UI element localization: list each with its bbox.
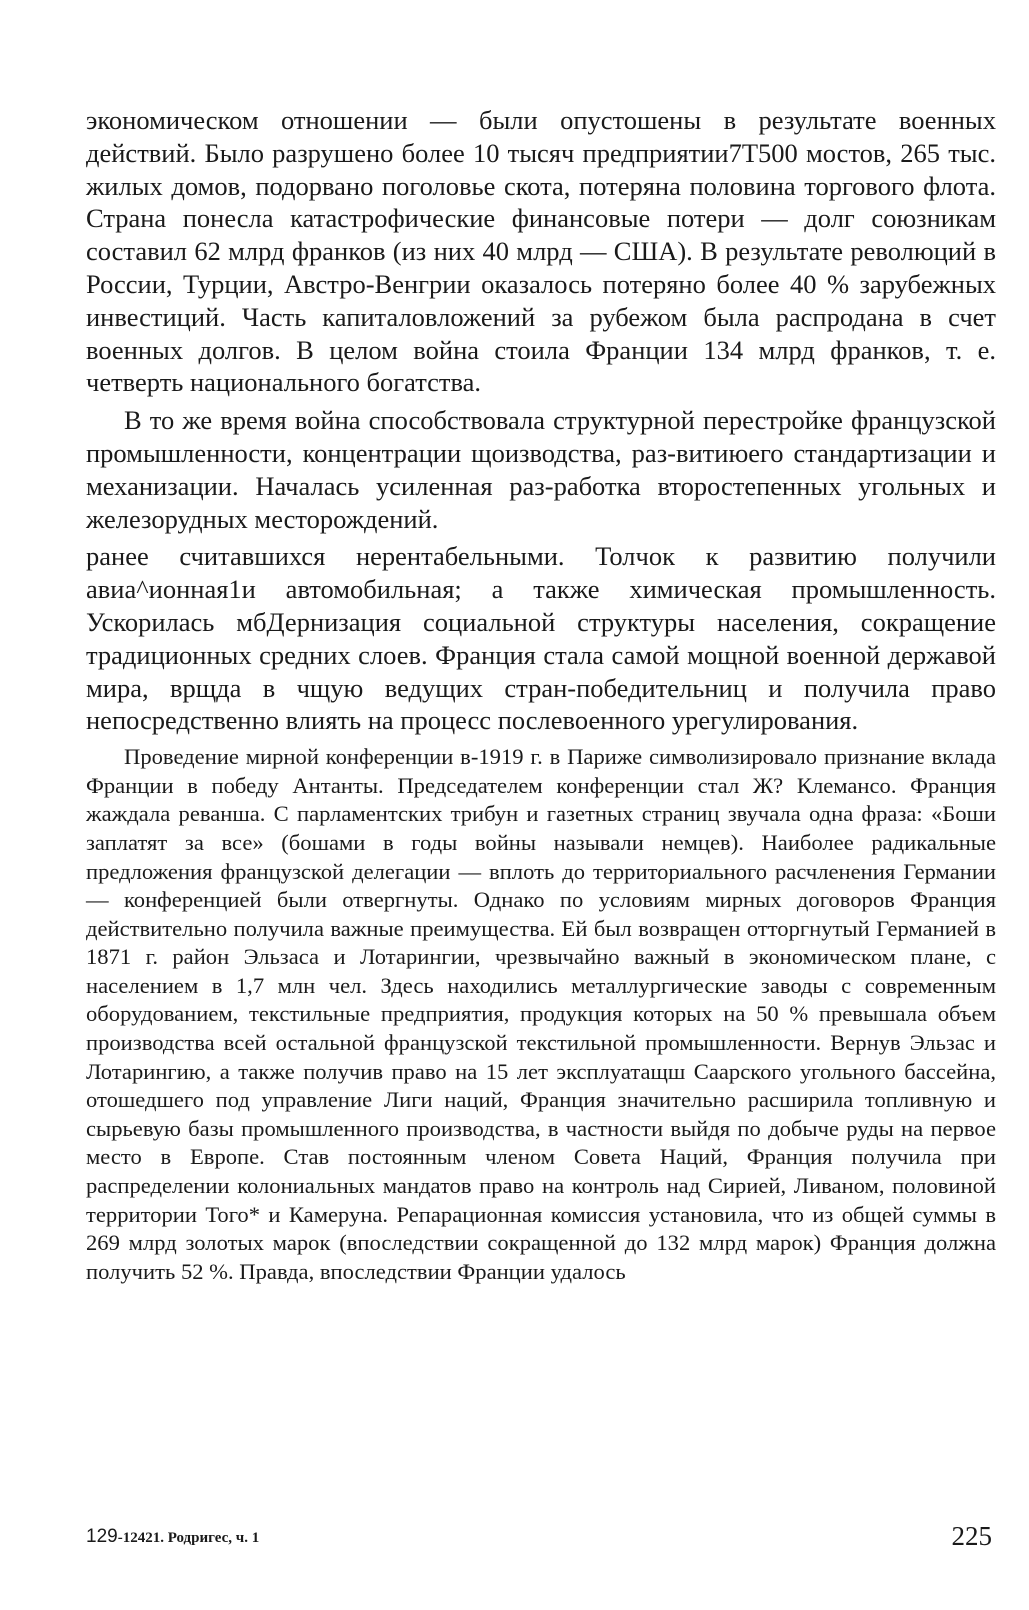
page-footer [86, 1512, 996, 1552]
page-number: 225 [951, 1521, 992, 1551]
print-info: -12421. Родригес, ч. 1 [117, 1530, 260, 1546]
small-paragraph-1: Проведение мирной конференции в-1919 г. в Париже символизировало признание вклада Франции в победу Антанты. Председателем конференции стал Ж? Клемансо. Франция жаждала реванша. С парламентских трибун и газетных страниц звучала одна фраза: «Боши заплатят за все» (бошами в годы войны называли немцев). Наиболее радикальные предложения французской делегации — вплоть до территориального расчленения Германии — конференцией были отвергнуты. Однако по условиям мирных договоров Франция действительно получила важные преимущества. Ей был возвращен отторгнутый Германией в 1871 г. район Эльзаса и Лотарингии, чрезвычайно важный в экономическом плане, с населением в 1,7 млн чел. Здесь находились металлургические заводы с современным оборудованием, текстильные предприятия, продукция которых на 50 % превышала объем производства всей остальной французской текстильной промышленности. Вернув Эльзас и Лотарингию, а также получив право на 15 лет эксплуатащш Саарского угольного бассейна, отошедшего под управление Лиги наций, Франция значительно расширила топливную и сырьевую базы промышленного производства, в частности выйдя по добыче руды на первое место в Европе. Став постоянным членом Совета Наций, Франция получила при распределении колониальных мандатов право на контроль над Сирией, Ливаном, половиной территории Того* и Камеруна. Репарационная комиссия установила, что из общей суммы в 269 млрд золотых марок (впоследствии сокращенной до 132 млрд марок) Франция должна получить 52 %. Правда, впоследствии Франции удалось [86, 744, 996, 1284]
main-text [86, 104, 996, 737]
paragraph-1: экономическом отношении — были опустошены в результате военных действий. Было разрушено более 10 тысяч предприятии7Т500 мостов, 265 тыс. жилых домов, подорвано поголовье скота, потеряна половина торгового флота. Страна понесла катастрофические финансовые потери — долг союзникам составил 62 млрд франков (из них 40 млрд — США). В результате революций в России, Турции, Австро-Венгрии оказалось потеряно более 40 % зарубежных инвестиций. Часть капиталовложений за рубежом была распродана в счет военных долгов. В целом война стоила Франции 134 млрд франков, т. е. четверть национального богатства. [86, 105, 996, 398]
small-text [86, 743, 996, 1286]
print-code: 129 [86, 1526, 118, 1547]
paragraph-2: В то же время война способствовала структурной перестройке французской промышленности, концентрации щоизводства, раз-витиюего стандартизации и механизации. Началась усиленная раз-работка второстепенных угольных и железорудных месторождений. [86, 405, 996, 534]
page-body [86, 104, 996, 1286]
print-signature [86, 1526, 259, 1548]
paragraph-3: ранее считавшихся нерентабельными. Толчок к развитию получили авиа^ионная1и автомобильная; а также химическая промышленность. Ускорилась мбДернизация социальной структуры населения, сокращение традиционных средних слоев. Франция стала самой мощной военной державой мира, врщда в чщую ведущих стран-победительниц и получила право непосредственно влиять на процесс послевоенного урегулирования. [86, 541, 996, 736]
